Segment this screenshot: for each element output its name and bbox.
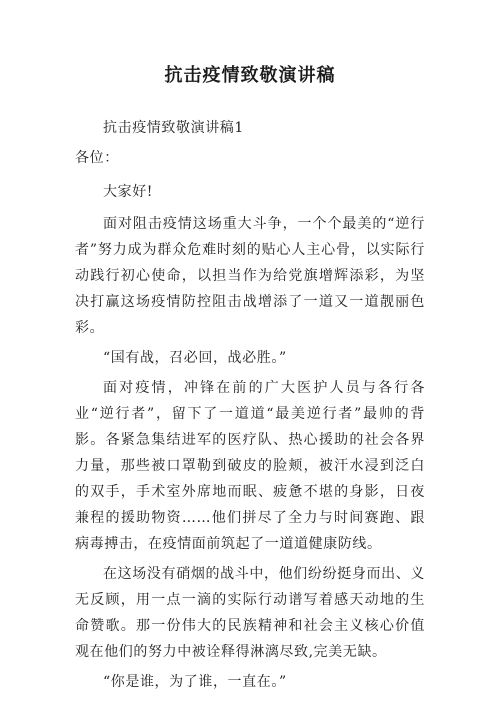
quote-paragraph: “你是谁，为了谁，一直在。”: [103, 674, 287, 690]
salutation: 各位：: [75, 150, 119, 166]
greeting: 大家好!: [103, 184, 154, 200]
quote-paragraph: “国有战，召必回，战必胜。”: [103, 350, 287, 366]
body-paragraph: 面对疫情，冲锋在前的广大医护人员与各行各业“逆行者”，留下了一道道“最美逆行者”最帅的背影。各紧急集结进军的医疗队、热心援助的社会各界力量，那些被口罩勒到破皮的脸颊，被汗水浸到泛白的双手，手术室外席地而眠、疲惫不堪的身影，日夜兼程的援助物资……他们拼尽了全力与时间赛跑、跟病毒搏击，在疫情面前筑起了一道道健康防线。: [75, 380, 425, 552]
document-subtitle: 抗击疫情致敬演讲稿1: [103, 120, 244, 136]
document-title: 抗击疫情致敬演讲稿: [164, 65, 336, 86]
document-body: [75, 115, 425, 699]
body-paragraph: 面对阻击疫情这场重大斗争，一个个最美的“逆行者”努力成为群众危难时刻的贴心人主心骨，以实际行动践行初心使命，以担当作为给党旗增辉添彩，为坚决打赢这场疫情防控阻击战增添了一道又一道靓丽色彩。: [75, 216, 425, 336]
body-paragraph: 在这场没有硝烟的战斗中，他们纷纷挺身而出、义无反顾，用一点一滴的实际行动谱写着感天动地的生命赞歌。那一份伟大的民族精神和社会主义核心价值观在他们的努力中被诠释得淋漓尽致,完美无缺。: [75, 566, 425, 660]
